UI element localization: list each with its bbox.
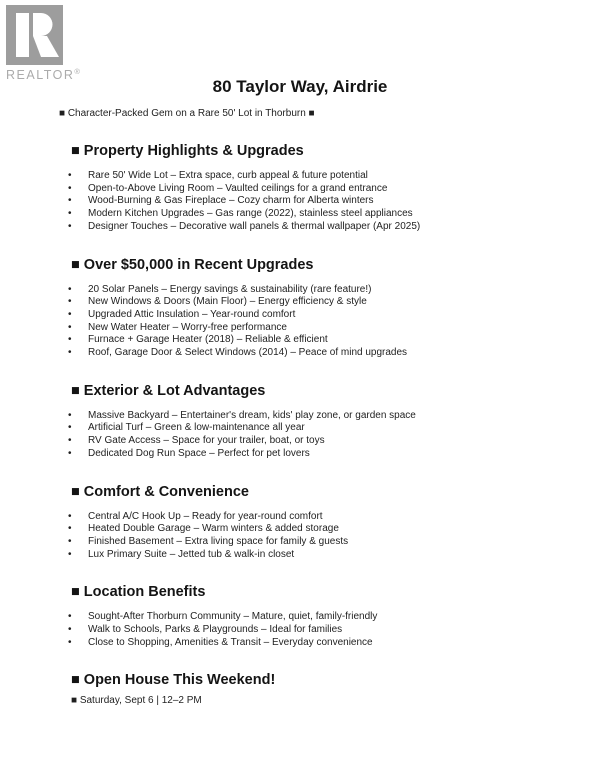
bullet-item: • Sought-After Thorburn Community – Mature, quiet, family-friendly <box>67 611 600 624</box>
bullet-item: • RV Gate Access – Space for your trailer, boat, or toys <box>67 435 600 448</box>
section-note: ■ Saturday, Sept 6 | 12–2 PM <box>71 695 202 707</box>
bullet-item: • Finished Basement – Extra living space for family & guests <box>67 536 600 549</box>
bullet-item: • New Water Heater – Worry-free performance <box>67 322 600 335</box>
bullet-list <box>67 511 600 562</box>
realtor-logo-label <box>6 67 80 82</box>
section <box>0 256 600 360</box>
bullet-item: • Dedicated Dog Run Space – Perfect for pet lovers <box>67 448 600 461</box>
bullet-list <box>67 611 600 649</box>
realtor-wordmark: REALTOR <box>6 68 75 83</box>
bullet-item: • Heated Double Garage – Warm winters & added storage <box>67 523 600 536</box>
bullet-item: • Roof, Garage Door & Select Windows (2014) – Peace of mind upgrades <box>67 347 600 360</box>
section-heading: ■ Location Benefits <box>71 584 206 601</box>
section <box>0 583 600 649</box>
bullet-list <box>67 410 600 461</box>
bullet-item: • New Windows & Doors (Main Floor) – Energy efficiency & style <box>67 296 600 309</box>
section-heading: ■ Over $50,000 in Recent Upgrades <box>71 256 314 273</box>
section <box>0 671 600 707</box>
bullet-item: • Artificial Turf – Green & low-maintenance all year <box>67 422 600 435</box>
sections-container <box>0 142 600 707</box>
bullet-list <box>67 170 600 234</box>
section-heading: ■ Open House This Weekend! <box>71 672 276 689</box>
bullet-item: • Designer Touches – Decorative wall panels & thermal wallpaper (Apr 2025) <box>67 221 600 234</box>
registered-trademark-symbol: ® <box>74 67 80 76</box>
page-title: 80 Taylor Way, Airdrie <box>212 77 388 96</box>
bullet-list <box>67 284 600 360</box>
section <box>0 142 600 234</box>
section-heading: ■ Property Highlights & Upgrades <box>71 143 304 159</box>
bullet-item: • Open-to-Above Living Room – Vaulted ceilings for a grand entrance <box>67 183 600 196</box>
section-heading: ■ Exterior & Lot Advantages <box>71 382 266 399</box>
bullet-item: • Wood-Burning & Gas Fireplace – Cozy charm for Alberta winters <box>67 195 600 208</box>
bullet-item: • Walk to Schools, Parks & Playgrounds – Ideal for families <box>67 624 600 637</box>
section <box>0 483 600 562</box>
bullet-item: • Rare 50' Wide Lot – Extra space, curb appeal & future potential <box>67 170 600 183</box>
bullet-item: • Close to Shopping, Amenities & Transit – Everyday convenience <box>67 637 600 650</box>
section-heading: ■ Comfort & Convenience <box>71 483 249 500</box>
realtor-block-r-icon <box>6 5 63 65</box>
bullet-item: • Furnace + Garage Heater (2018) – Reliable & efficient <box>67 334 600 347</box>
bullet-item: • 20 Solar Panels – Energy savings & sustainability (rare feature!) <box>67 284 600 297</box>
section <box>0 382 600 461</box>
bullet-item: • Central A/C Hook Up – Ready for year-round comfort <box>67 511 600 524</box>
bullet-item: • Upgraded Attic Insulation – Year-round comfort <box>67 309 600 322</box>
realtor-logo <box>6 5 80 82</box>
bullet-item: • Lux Primary Suite – Jetted tub & walk-in closet <box>67 549 600 562</box>
bullet-item: • Massive Backyard – Entertainer's dream, kids' play zone, or garden space <box>67 410 600 423</box>
page-subtitle: ■ Character-Packed Gem on a Rare 50' Lot in Thorburn ■ <box>59 108 315 119</box>
bullet-item: • Modern Kitchen Upgrades – Gas range (2022), stainless steel appliances <box>67 208 600 221</box>
